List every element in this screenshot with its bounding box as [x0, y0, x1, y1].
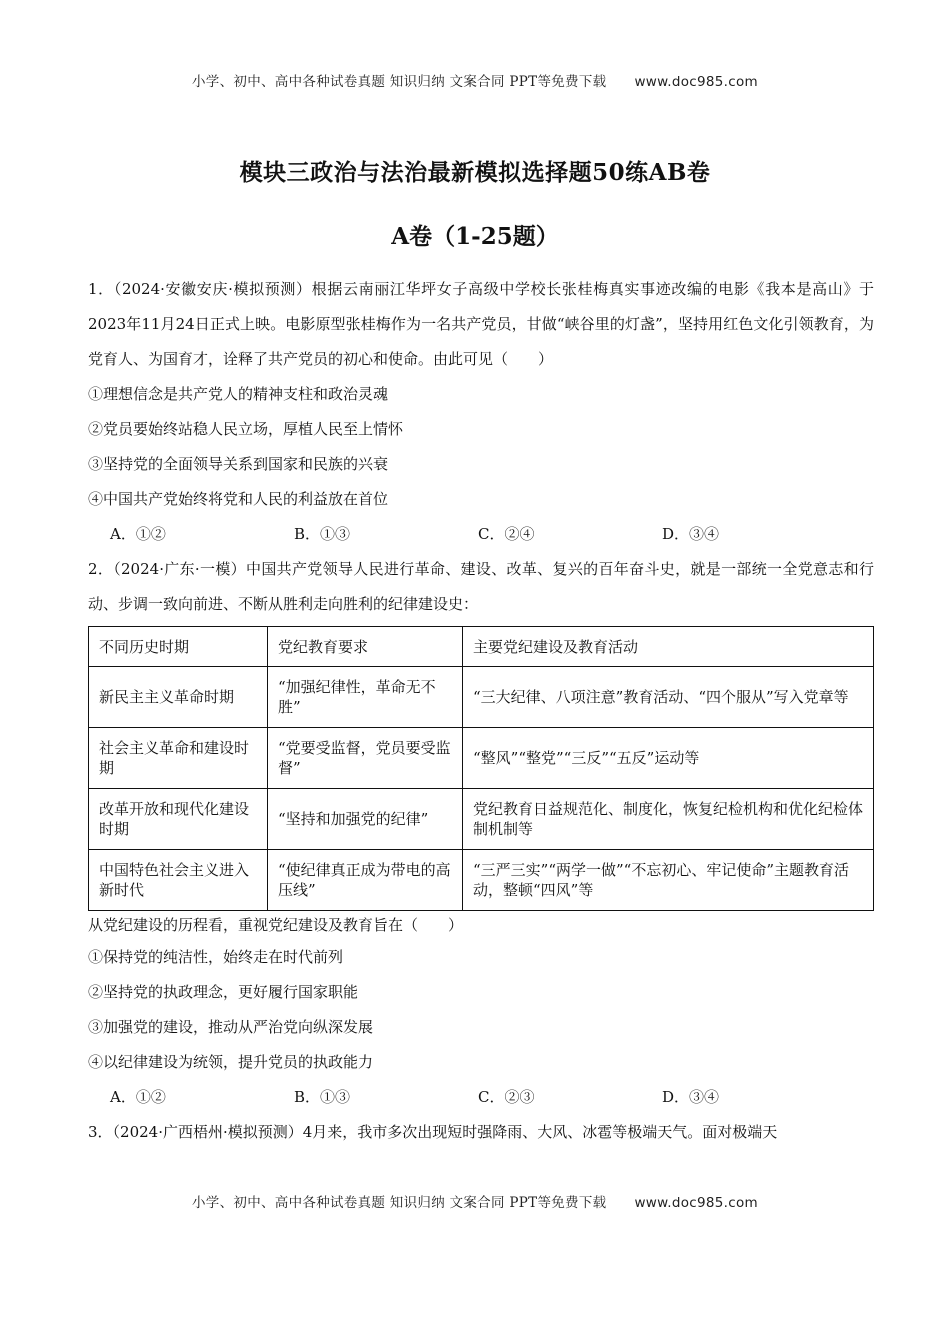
q2-option: ④以纪律建设为统领，提升党员的执政能力 — [88, 1053, 374, 1071]
table-cell: 社会主义革命和建设时期 — [89, 728, 268, 789]
table-cell: “三严三实”“两学一做”“不忘初心、牢记使命”主题教育活动，整顿“四风”等 — [463, 850, 874, 911]
q2-choice-c[interactable]: C．②③ — [478, 1088, 535, 1106]
table-header-cell: 主要党纪建设及教育活动 — [463, 627, 874, 667]
q1-option: ②党员要始终站稳人民立场，厚植人民至上情怀 — [88, 420, 404, 438]
q1-choice-c[interactable]: C．②④ — [478, 525, 535, 543]
table-cell: “加强纪律性，革命无不胜” — [268, 667, 463, 728]
q3-stem: 3．（2024·广西梧州·模拟预测）4月来，我市多次出现短时强降雨、大风、冰雹等极端天气。面对极端天 — [88, 1123, 778, 1141]
q1-option: ④中国共产党始终将党和人民的利益放在首位 — [88, 490, 389, 508]
q1-choices — [88, 517, 874, 552]
table-cell: “使纪律真正成为带电的高压线” — [268, 850, 463, 911]
document-title: 模块三政治与法治最新模拟选择题50练AB卷 — [239, 159, 711, 186]
q1-stem: 1．（2024·安徽安庆·模拟预测）根据云南丽江华坪女子高级中学校长张桂梅真实事迹改编的电影《我本是高山》于2023年11月24日正式上映。电影原型张桂梅作为一名共产党员，甘做“峡谷里的灯盏”，坚持用红色文化引领教育，为党育人、为国育才，诠释了共产党员的初心和使命。由此可见（ ） — [88, 280, 874, 368]
q1-option: ①理想信念是共产党人的精神支柱和政治灵魂 — [88, 385, 389, 403]
q2-option: ②坚持党的执政理念，更好履行国家职能 — [88, 983, 359, 1001]
questions-content — [88, 272, 874, 1150]
header-text: 小学、初中、高中各种试卷真题 知识归纳 文案合同 PPT等免费下载 — [192, 74, 607, 90]
q1-choice-d[interactable]: D．③④ — [662, 525, 720, 543]
table-cell: “整风”“整党”“三反”“五反”运动等 — [463, 728, 874, 789]
q2-table — [88, 626, 874, 911]
table-header-cell: 不同历史时期 — [89, 627, 268, 667]
table-cell: 新民主主义革命时期 — [89, 667, 268, 728]
section-subtitle: A卷（1-25题） — [391, 223, 559, 250]
q1-choice-a[interactable]: A．①② — [110, 525, 166, 543]
table-row — [89, 667, 874, 728]
q1-option: ③坚持党的全面领导关系到国家和民族的兴衰 — [88, 455, 389, 473]
q2-option: ③加强党的建设，推动从严治党向纵深发展 — [88, 1018, 374, 1036]
q2-option: ①保持党的纯洁性，始终走在时代前列 — [88, 948, 344, 966]
footer-text: 小学、初中、高中各种试卷真题 知识归纳 文案合同 PPT等免费下载 — [192, 1195, 607, 1211]
q2-choices — [88, 1080, 874, 1115]
table-header-row — [89, 627, 874, 667]
footer-site-link[interactable]: www.doc985.com — [634, 1195, 758, 1211]
table-header-cell: 党纪教育要求 — [268, 627, 463, 667]
q2-question: 从党纪建设的历程看，重视党纪建设及教育旨在（ ） — [88, 916, 464, 934]
table-cell: “党要受监督，党员要受监督” — [268, 728, 463, 789]
table-row — [89, 789, 874, 850]
header-site-link[interactable]: www.doc985.com — [634, 74, 758, 90]
q2-stem: 2．（2024·广东·一模）中国共产党领导人民进行革命、建设、改革、复兴的百年奋斗史，就是一部统一全党意志和行动、步调一致向前进、不断从胜利走向胜利的纪律建设史： — [88, 560, 874, 613]
q2-choice-a[interactable]: A．①② — [110, 1088, 166, 1106]
page-footer — [0, 1191, 950, 1211]
table-cell: 改革开放和现代化建设时期 — [89, 789, 268, 850]
table-row — [89, 728, 874, 789]
q2-choice-b[interactable]: B．①③ — [294, 1088, 351, 1106]
table-cell: 中国特色社会主义进入新时代 — [89, 850, 268, 911]
table-cell: 党纪教育日益规范化、制度化，恢复纪检机构和优化纪检体制机制等 — [463, 789, 874, 850]
table-cell: “坚持和加强党的纪律” — [268, 789, 463, 850]
table-row — [89, 850, 874, 911]
page-header — [0, 70, 950, 90]
q2-choice-d[interactable]: D．③④ — [662, 1088, 720, 1106]
q1-choice-b[interactable]: B．①③ — [294, 525, 351, 543]
table-cell: “三大纪律、八项注意”教育活动、“四个服从”写入党章等 — [463, 667, 874, 728]
